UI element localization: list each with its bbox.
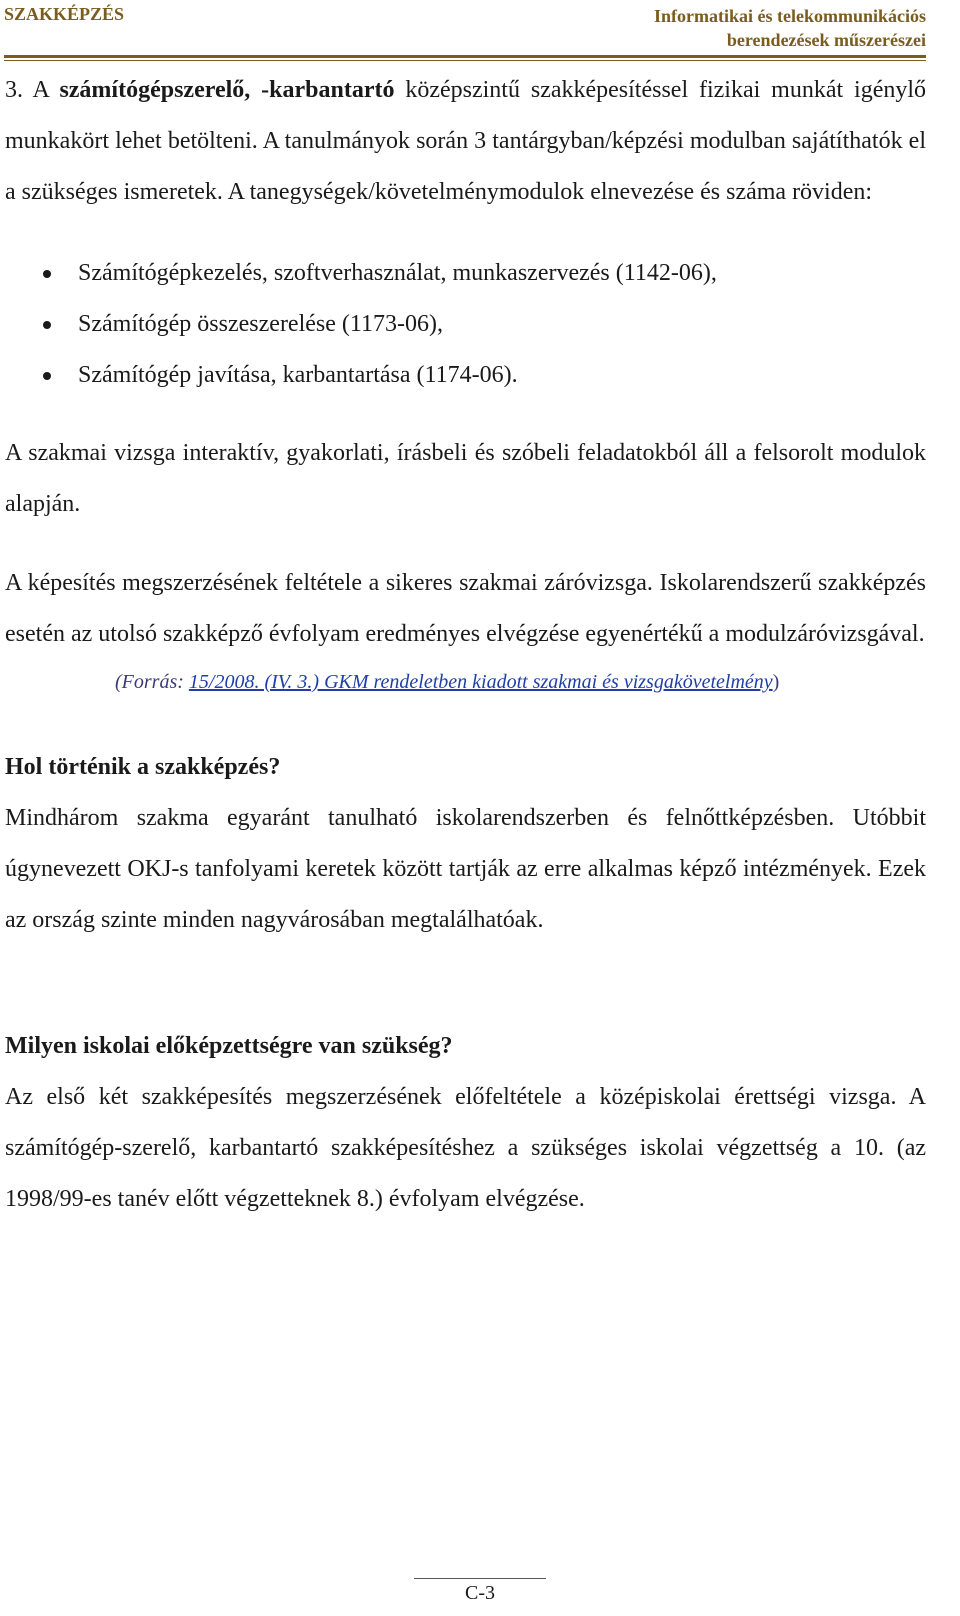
list-item <box>5 248 926 299</box>
section-3-number: 3. A <box>5 77 49 103</box>
source-citation <box>5 667 926 697</box>
header-right-line-1: Informatikai és telekommunikációs <box>654 6 926 26</box>
header-right-title <box>566 4 926 52</box>
module-label: Számítógép javítása, karbantartása (1174-06). <box>78 362 518 388</box>
section-3-text: középszintű szakképesítéssel fizikai munkát igénylő munkakört lehet betölteni. A tanulmányok során 3 tantárgyban/képzési modulban sajátíthatók el a szükséges ismeretek. A tanegységek/követelménymodulok elnevezése és száma röviden: <box>5 77 927 205</box>
bullet-icon <box>43 270 51 278</box>
header-right-line-2: berendezések műszerészei <box>726 30 926 50</box>
page-number: C-3 <box>465 1582 495 1604</box>
module-label: Számítógép összeszerelése (1173-06), <box>78 311 443 337</box>
header-rule-thin <box>4 60 926 61</box>
list-item <box>5 350 926 401</box>
header-rule-thick <box>4 55 926 58</box>
source-suffix: ) <box>772 671 780 693</box>
footer-rule <box>414 1578 546 1579</box>
list-item <box>5 299 926 350</box>
source-link[interactable]: 15/2008. (IV. 3.) GKM rendeletben kiadott szakmai és vizsgakövetelmény <box>188 671 773 693</box>
prereq-paragraph: Az első két szakképesítés megszerzésének előfeltétele a középiskolai érettségi vizsga. A számítógép-szerelő, karbantartó szakképesítéshez a szükséges iskolai végzettség a 10. (az 1998/99-es tanév előtt végzetteknek 8.) évfolyam elvégzése. <box>5 1084 926 1212</box>
where-heading: Hol történik a szakképzés? <box>5 754 281 780</box>
prereq-heading: Milyen iskolai előképzettségre van szükség? <box>5 1033 453 1059</box>
module-list <box>5 248 926 401</box>
qualification-name: számítógépszerelő, -karbantartó <box>59 77 395 103</box>
bullet-icon <box>43 321 51 329</box>
document-body <box>5 65 926 1225</box>
module-label: Számítógépkezelés, szoftverhasználat, munkaszervezés (1142-06), <box>78 260 717 286</box>
source-prefix: (Forrás: <box>115 671 189 693</box>
bullet-icon <box>43 372 51 380</box>
exam-paragraph: A szakmai vizsga interaktív, gyakorlati, írásbeli és szóbeli feladatokból áll a felsorolt modulok alapján. <box>5 440 926 517</box>
where-paragraph: Mindhárom szakma egyaránt tanulható iskolarendszerben és felnőttképzésben. Utóbbit úgynevezett OKJ-s tanfolyami keretek között tartják az erre alkalmas képző intézmények. Ezek az ország szinte minden nagyvárosában megtalálhatóak. <box>5 805 926 933</box>
qualification-paragraph: A képesítés megszerzésének feltétele a sikeres szakmai záróvizsga. Iskolarendszerű szakképzés esetén az utolsó szakképző évfolyam eredményes elvégzése egyenértékű a modulzáróvizsgával. <box>5 570 926 647</box>
header-left-title: SZAKKÉPZÉS <box>4 4 125 24</box>
section-3-paragraph <box>5 65 926 218</box>
